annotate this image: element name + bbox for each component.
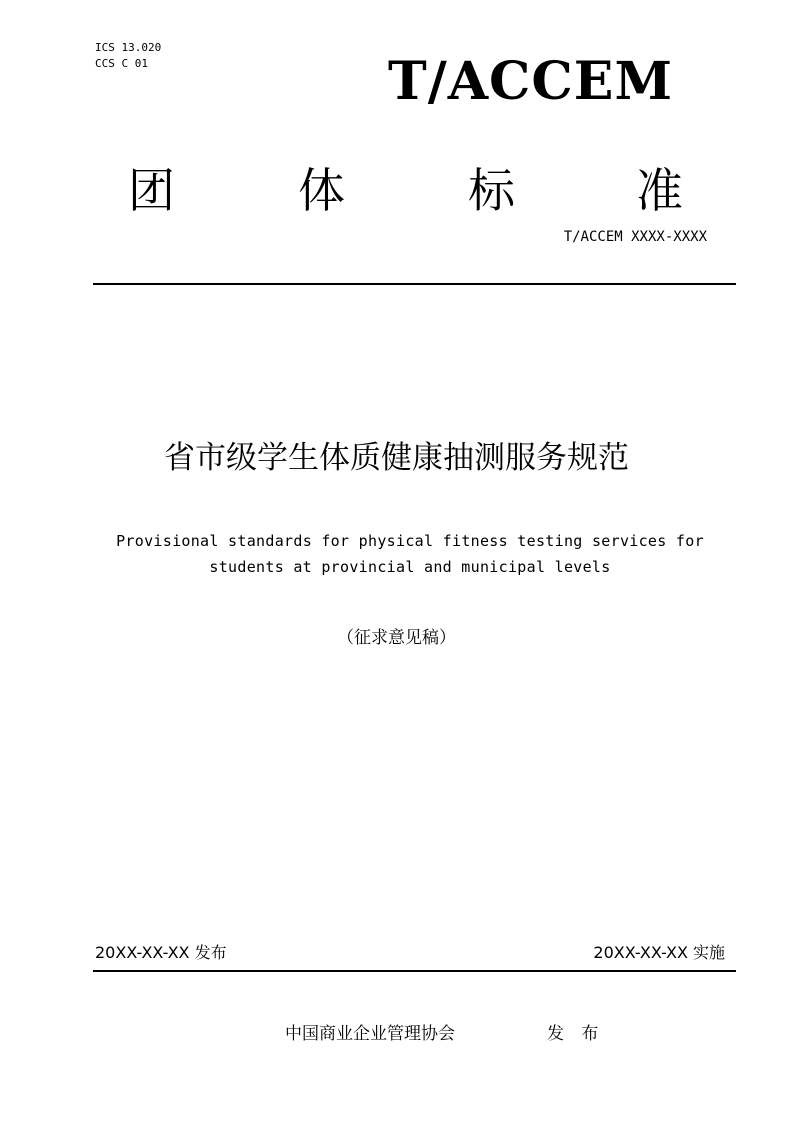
issuing-organization: 中国商业企业管理协会 bbox=[285, 1024, 455, 1044]
publish-date: 20XX-XX-XX 发布 bbox=[95, 943, 227, 962]
ccs-code: CCS C 01 bbox=[95, 57, 148, 70]
ics-code: ICS 13.020 bbox=[95, 41, 162, 54]
issue-label: 发 布 bbox=[547, 1024, 605, 1044]
standard-type-heading bbox=[128, 162, 693, 222]
draft-status: （征求意见稿） bbox=[337, 628, 456, 648]
top-divider bbox=[93, 283, 736, 285]
title-en-line: Provisional standards for physical fitness testing services for bbox=[116, 532, 704, 550]
standard-number: T/ACCEM XXXX-XXXX bbox=[563, 229, 707, 245]
standard-type-char: 体 bbox=[298, 164, 345, 219]
document-title-zh: 省市级学生体质健康抽测服务规范 bbox=[164, 440, 629, 476]
standard-logo: T/ACCEM bbox=[388, 51, 674, 112]
implementation-date: 20XX-XX-XX 实施 bbox=[593, 943, 725, 962]
standard-type-char: 标 bbox=[468, 164, 515, 219]
standard-type-char: 准 bbox=[636, 164, 683, 219]
title-en-line: students at provincial and municipal levels bbox=[209, 558, 611, 576]
standard-type-char: 团 bbox=[128, 164, 175, 219]
bottom-divider bbox=[93, 970, 736, 972]
document-title-en bbox=[60, 528, 760, 580]
classification-codes bbox=[95, 40, 161, 72]
